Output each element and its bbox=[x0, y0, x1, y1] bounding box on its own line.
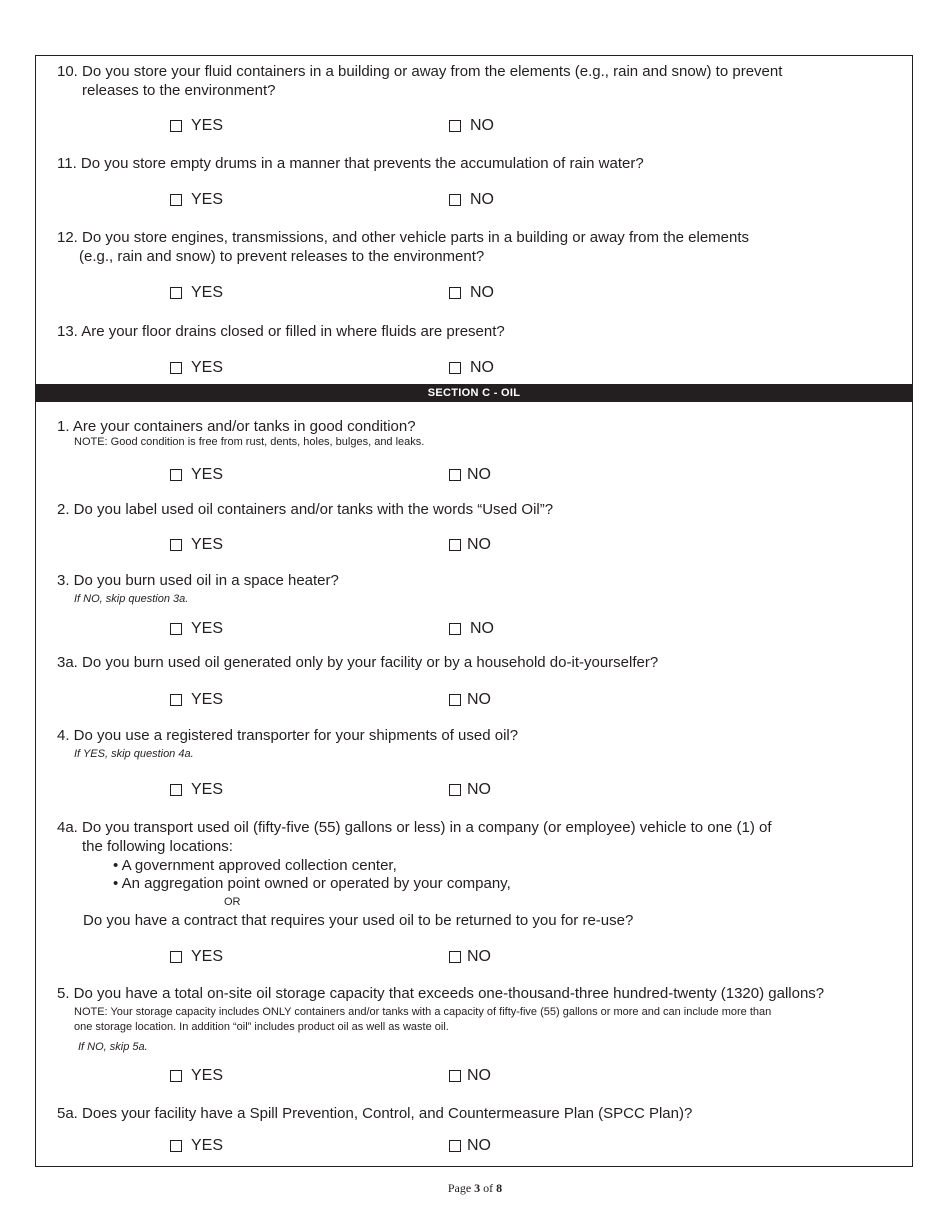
checkbox-icon[interactable] bbox=[170, 1070, 182, 1082]
c4a-yes-option[interactable] bbox=[170, 948, 223, 966]
question-c2 bbox=[57, 500, 553, 519]
page-current: 3 bbox=[474, 1181, 481, 1195]
question-text: 5a. Does your facility have a Spill Prevention, Control, and Countermeasure Plan (SPCC Plan)? bbox=[57, 1105, 693, 1122]
checkbox-icon[interactable] bbox=[449, 623, 461, 635]
checkbox-icon[interactable] bbox=[170, 194, 182, 206]
question-c3a bbox=[57, 653, 658, 672]
question-text-cont: releases to the environment? bbox=[82, 82, 276, 99]
checkbox-icon[interactable] bbox=[170, 784, 182, 796]
question-text: 5. Do you have a total on-site oil storage capacity that exceeds one-thousand-three hundred-twenty (1320) gallons? bbox=[57, 985, 825, 1002]
question-10 bbox=[57, 62, 782, 100]
q13-no-option[interactable] bbox=[449, 359, 494, 377]
no-label: NO bbox=[470, 191, 494, 208]
c5-no-option[interactable] bbox=[449, 1067, 491, 1085]
checkbox-icon[interactable] bbox=[170, 1140, 182, 1152]
yes-label: YES bbox=[191, 466, 224, 483]
c4-yes-option[interactable] bbox=[170, 781, 223, 799]
question-text-cont: (e.g., rain and snow) to prevent releases to the environment? bbox=[79, 248, 485, 265]
no-label: NO bbox=[467, 691, 491, 708]
yes-label: YES bbox=[191, 359, 224, 376]
checkbox-icon[interactable] bbox=[170, 287, 182, 299]
no-label: NO bbox=[470, 284, 494, 301]
question-note: NOTE: Good condition is free from rust, dents, holes, bulges, and leaks. bbox=[74, 436, 425, 448]
question-text: 4. Do you use a registered transporter for your shipments of used oil? bbox=[57, 727, 519, 744]
question-text-cont: the following locations: bbox=[82, 838, 233, 855]
question-skip-note: If NO, skip question 3a. bbox=[74, 593, 189, 605]
c2-yes-option[interactable] bbox=[170, 536, 223, 554]
q12-yes-option[interactable] bbox=[170, 284, 223, 302]
question-note: NOTE: Your storage capacity includes ONLY containers and/or tanks with a capacity of fifty-five (55) gallons or more and can include more than bbox=[74, 1006, 772, 1018]
c5a-no-option[interactable] bbox=[449, 1137, 491, 1155]
question-11 bbox=[57, 154, 644, 173]
checkbox-icon[interactable] bbox=[449, 287, 461, 299]
question-note-cont: one storage location. In addition “oil” includes product oil as well as waste oil. bbox=[74, 1021, 449, 1033]
checkbox-icon[interactable] bbox=[449, 1070, 461, 1082]
checkbox-icon[interactable] bbox=[170, 539, 182, 551]
no-label: NO bbox=[467, 536, 491, 553]
question-text: Do you have a contract that requires your used oil to be returned to you for re-use? bbox=[83, 912, 634, 929]
question-text: 4a. Do you transport used oil (fifty-five (55) gallons or less) in a company (or employee) vehicle to one (1) of bbox=[57, 819, 772, 836]
checkbox-icon[interactable] bbox=[449, 120, 461, 132]
checkbox-icon[interactable] bbox=[449, 469, 461, 481]
q12-no-option[interactable] bbox=[449, 284, 494, 302]
no-label: NO bbox=[470, 620, 494, 637]
c1-no-option[interactable] bbox=[449, 466, 491, 484]
list-item: • An aggregation point owned or operated by your company, bbox=[113, 875, 511, 892]
yes-label: YES bbox=[191, 191, 224, 208]
question-12 bbox=[57, 228, 749, 266]
question-text: 13. Are your floor drains closed or filled in where fluids are present? bbox=[57, 323, 505, 340]
yes-label: YES bbox=[191, 620, 224, 637]
question-skip-note: If NO, skip 5a. bbox=[78, 1041, 148, 1053]
q10-no-option[interactable] bbox=[449, 117, 494, 135]
checkbox-icon[interactable] bbox=[170, 362, 182, 374]
c2-no-option[interactable] bbox=[449, 536, 491, 554]
checkbox-icon[interactable] bbox=[449, 539, 461, 551]
checkbox-icon[interactable] bbox=[170, 951, 182, 963]
question-c5a bbox=[57, 1104, 692, 1123]
checkbox-icon[interactable] bbox=[449, 694, 461, 706]
no-label: NO bbox=[470, 359, 494, 376]
no-label: NO bbox=[467, 1067, 491, 1084]
c3-no-option[interactable] bbox=[449, 620, 494, 638]
question-text: 1. Are your containers and/or tanks in good condition? bbox=[57, 418, 416, 435]
c5a-yes-option[interactable] bbox=[170, 1137, 223, 1155]
c3a-yes-option[interactable] bbox=[170, 691, 223, 709]
c4-no-option[interactable] bbox=[449, 781, 491, 799]
question-text: 11. Do you store empty drums in a manner that prevents the accumulation of rain water? bbox=[57, 155, 644, 172]
c5-yes-option[interactable] bbox=[170, 1067, 223, 1085]
checkbox-icon[interactable] bbox=[449, 194, 461, 206]
question-text: 12. Do you store engines, transmissions, and other vehicle parts in a building or away from the elements bbox=[57, 229, 750, 246]
question-c4a-alt bbox=[83, 911, 633, 930]
checkbox-icon[interactable] bbox=[170, 623, 182, 635]
question-text: 3a. Do you burn used oil generated only by your facility or by a household do-it-yourselfer? bbox=[57, 654, 659, 671]
no-label: NO bbox=[467, 948, 491, 965]
yes-label: YES bbox=[191, 691, 224, 708]
no-label: NO bbox=[467, 1137, 491, 1154]
question-text: 10. Do you store your fluid containers in a building or away from the elements (e.g., rain and snow) to prevent bbox=[57, 63, 783, 80]
yes-label: YES bbox=[191, 536, 224, 553]
no-label: NO bbox=[467, 466, 491, 483]
checkbox-icon[interactable] bbox=[170, 694, 182, 706]
page-of: of bbox=[483, 1181, 494, 1195]
section-c-header: SECTION C - OIL bbox=[35, 384, 913, 402]
or-label: OR bbox=[224, 896, 241, 908]
question-c3 bbox=[57, 571, 339, 590]
checkbox-icon[interactable] bbox=[449, 1140, 461, 1152]
yes-label: YES bbox=[191, 284, 224, 301]
yes-label: YES bbox=[191, 117, 224, 134]
page-number bbox=[0, 1181, 950, 1196]
checkbox-icon[interactable] bbox=[449, 784, 461, 796]
no-label: NO bbox=[467, 781, 491, 798]
yes-label: YES bbox=[191, 1137, 224, 1154]
page-total: 8 bbox=[496, 1181, 503, 1195]
yes-label: YES bbox=[191, 948, 224, 965]
page-prefix: Page bbox=[447, 1181, 472, 1195]
q13-yes-option[interactable] bbox=[170, 359, 223, 377]
checkbox-icon[interactable] bbox=[449, 951, 461, 963]
q11-yes-option[interactable] bbox=[170, 191, 223, 209]
c3-yes-option[interactable] bbox=[170, 620, 223, 638]
question-c4 bbox=[57, 726, 518, 745]
question-c5 bbox=[57, 984, 824, 1003]
question-text: 2. Do you label used oil containers and/or tanks with the words “Used Oil”? bbox=[57, 501, 554, 518]
question-13 bbox=[57, 322, 505, 341]
checkbox-icon[interactable] bbox=[170, 469, 182, 481]
checkbox-icon[interactable] bbox=[449, 362, 461, 374]
question-c4a bbox=[57, 818, 772, 856]
yes-label: YES bbox=[191, 781, 224, 798]
question-skip-note: If YES, skip question 4a. bbox=[74, 748, 194, 760]
q11-no-option[interactable] bbox=[449, 191, 494, 209]
yes-label: YES bbox=[191, 1067, 224, 1084]
checkbox-icon[interactable] bbox=[170, 120, 182, 132]
question-text: 3. Do you burn used oil in a space heater? bbox=[57, 572, 339, 589]
c4a-no-option[interactable] bbox=[449, 948, 491, 966]
q10-yes-option[interactable] bbox=[170, 117, 223, 135]
c3a-no-option[interactable] bbox=[449, 691, 491, 709]
question-c1 bbox=[57, 417, 416, 436]
c1-yes-option[interactable] bbox=[170, 466, 223, 484]
no-label: NO bbox=[470, 117, 494, 134]
list-item: • A government approved collection center, bbox=[113, 857, 397, 874]
